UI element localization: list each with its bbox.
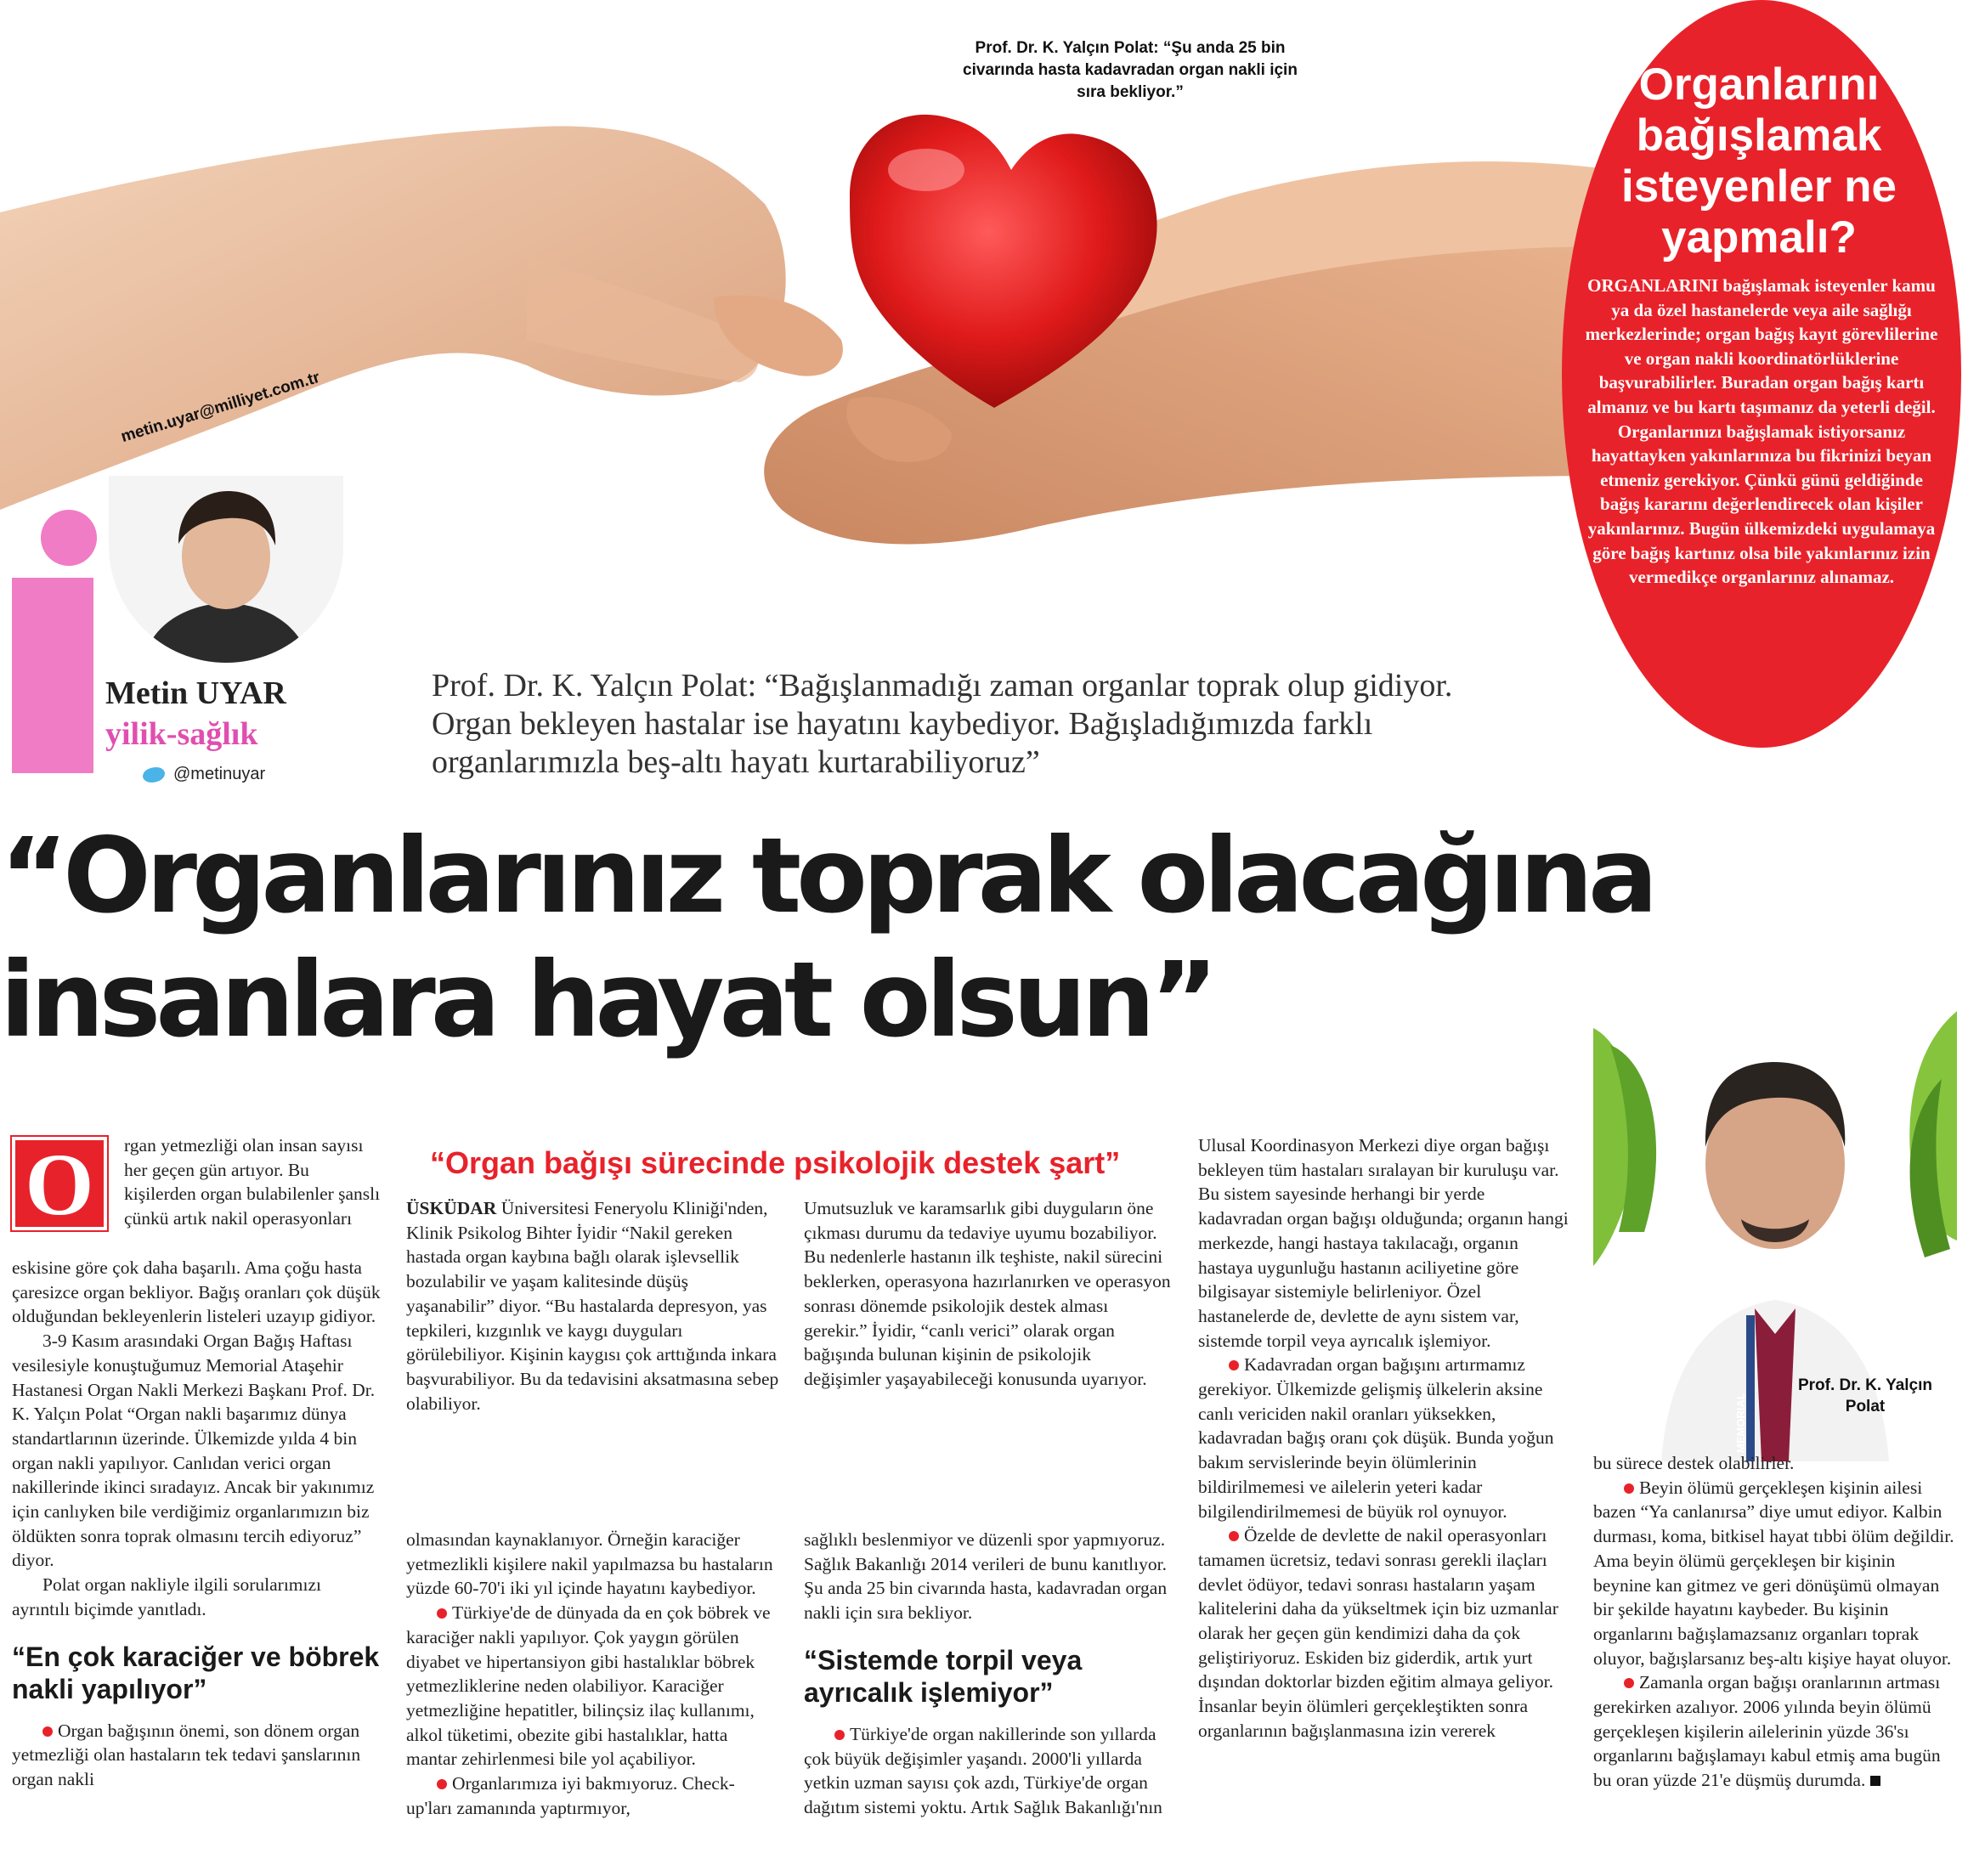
col4-p2-text: Kadavradan organ bağışını artırmamız gerekiyor. Ülkemizde gelişmiş ülkelerin aksine canlı vericiden nakil oranları yüksekken, kadavradan bağış oranı çok düşük. Bunda yoğun bakım servislerinde beyin ölümlerinin bildirilmemesi ve ailelerin yeteri kadar bilgilendirilmemesi de büyük rol oynuyor.: [1198, 1354, 1554, 1522]
doctor-caption: Prof. Dr. K. Yalçın Polat: [1797, 1376, 1933, 1415]
col3-subhead: “Sistemde torpil veya ayrıcalık işlemiyor”: [804, 1644, 1083, 1708]
col1-p2: 3-9 Kasım arasındaki Organ Bağış Haftası vesilesiyle konuştuğumuz Memorial Ataşehir Hastanesi Organ Nakli Merkezi Başkanı Prof. Dr. K. Yalçın Polat “Organ nakli başarımız dünya standartlarının üzerinde. Ülkemizde yılda 4 bin organ nakli yapılıyor. Canlıdan verici organ nakillerinde ikinci sıradayız. Ancak bir yakınımız için canlıyken bile verdiğimiz organlarımızın biz öldükten sonra toprak olmasını tercih ediyoruz” diyor.: [12, 1331, 376, 1571]
sidebar-title: Organlarını bağışlamak isteyenler ne yapmalı?: [1620, 59, 1897, 263]
bullet-dot-icon: [1229, 1360, 1239, 1370]
col2-p3: [406, 1771, 780, 1820]
col1-intro-short: [124, 1133, 382, 1231]
section-logo-stem: [12, 578, 93, 773]
col5-p2: [1593, 1476, 1957, 1671]
dropcap: [12, 1136, 107, 1234]
author-twitter: [143, 765, 265, 784]
twitter-handle: @metinuyar: [173, 765, 266, 783]
article-deck: Prof. Dr. K. Yalçın Polat: “Bağışlanmadığı zaman organlar toprak olup gidiyor. Organ bekleyen hastalar ise hayatını kaybediyor. Bağışladığımızda farklı organlarımızla beş-altı hayatı kurtarabiliyoruz”: [432, 668, 1453, 780]
col2-body: [406, 1528, 780, 1820]
bullet-dot-icon: [42, 1726, 53, 1737]
section-name: yilik-sağlık: [105, 716, 258, 752]
col1-p1-rest: eskisine göre çok daha başarılı. Ama çoğu hasta çaresizce organ bekliyor. Bağış oranları çok düşük olduğundan bekleyenlerin listeleri uzayıp gidiyor.: [12, 1257, 381, 1327]
col3-p1: sağlıklı beslenmiyor ve düzenli spor yapmıyoruz. Sağlık Bakanlığı 2014 verileri de bunu kanıtlıyor. Şu anda 25 bin civarında hasta, kadavradan organ nakli için sıra bekliyor.: [804, 1529, 1168, 1624]
end-mark-icon: [1870, 1776, 1880, 1786]
headline-line-1: “Organlarınız toprak olacağına: [0, 816, 1654, 936]
bullet-dot-icon: [1624, 1483, 1634, 1494]
photo-caption: Prof. Dr. K. Yalçın Polat: “Şu anda 25 bin civarında hasta kadavradan organ nakli için sıra bekliyor.”: [963, 39, 1298, 101]
col1-body: [12, 1256, 382, 1792]
sidebar-body: ORGANLARINI bağışlamak isteyenler kamu ya da özel hastanelerde veya aile sağlığı merkezlerinde; organ bağış kayıt görevlilerine ve organ nakli koordinatörlüklerine başvurabilirler. Buradan organ bağış kartı almanız ve bu kartı taşımanız da yeterli değil. Organlarınızı bağışlamak istiyorsanız hayattayken yakınlarınıza bu fikrinizi beyan etmeniz gerekiyor. Çünkü günü geldiğinde bağış kararını değerlendirecek olan kişiler yakınlarınız. Bugün ülkemizdeki uygulamaya göre bağış kartınız olsa bile yakınlarınız izin vermedikçe organlarınız alınamaz.: [1585, 275, 1938, 588]
box-right-col: [804, 1196, 1173, 1392]
bullet-dot-icon: [834, 1730, 845, 1740]
col2-p1: olmasından kaynaklanıyor. Örneğin karaciğer yetmezlikli kişilere nakil yapılmazsa bu hastaların yüzde 60-70'i iki yıl içinde hayatını kaybediyor.: [406, 1529, 773, 1599]
box-left-text: [406, 1196, 780, 1415]
col5-p1: bu sürece destek olabilirler.: [1593, 1453, 1795, 1473]
box-left-col: [406, 1196, 780, 1415]
col5-body: [1593, 1451, 1957, 1793]
col3-p2: [804, 1722, 1173, 1820]
col1-p4-text: Organ bağışının önemi, son dönem organ yetmezliği olan hastaların tek tedavi şanslarının organ nakli: [12, 1720, 361, 1789]
box-title: “Organ bağışı sürecinde psikolojik destek şart”: [430, 1145, 1121, 1180]
dropcap-letter: O: [25, 1136, 94, 1234]
bullet-dot-icon: [1229, 1531, 1239, 1541]
author-name: Metin UYAR: [105, 675, 286, 711]
bullet-dot-icon: [437, 1608, 447, 1619]
col1-p4: [12, 1719, 382, 1792]
col2-p2-text: Türkiye'de de dünyada da en çok böbrek ve karaciğer nakli yapılıyor. Çok yaygın görülen diyabet ve hipertansiyon gibi hastalıklar böbrek yetmezliklerine neden olabiliyor. Karaciğer yetmezliğine hepatitler, bilinçsiz ilaç kullanımı, alkol tüketimi, obezite gibi hastalıklar, hatta mantar zehirlenmesi bile yol açabiliyor.: [406, 1602, 771, 1770]
col2-p2: [406, 1601, 780, 1771]
col1-p3: Polat organ nakliyle ilgili sorularımızı ayrıntılı biçimde yanıtladı.: [12, 1574, 322, 1619]
col4-p2: [1198, 1353, 1570, 1523]
col5-p3: [1593, 1670, 1957, 1793]
doctor-lanyard-text: MEMORIAL: [1734, 1393, 1747, 1453]
col4-p3-text: Özelde de devlette de nakil operasyonları tamamen ücretsiz, tedavi sonrası gerekli ilaçları devlet ödüyor, tedavi sonrası hastaların yaşam kalitelerini daha da yükseltmek için biz uzmanlar olarak her geçen gün kendimizi daha da çok geliştiriyoruz. Eskiden biz giderdik, artık yurt dışından doktorlar bizden eğitim almaya geliyor. İnsanlar beyin ölümleri gerçekleştikten sonra organlarının bağışlanmasına izin vererek: [1198, 1525, 1558, 1741]
bullet-dot-icon: [1624, 1678, 1634, 1688]
box-right-text: Umutsuzluk ve karamsarlık gibi duyguların öne çıkması durumu da tedaviye uyumu bozabiliyor. Bu nedenlerle hastanın ilk teşhiste, nakil sürecini beklerken, operasyona hazırlanırken ve operasyon sonrası dönemde psikolojik destek alması gerekir.” İyidir, “canlı verici” olarak organ bağışında bulunan kişinin de psikolojik değişimler yaşayabileceği konusunda uyarıyor.: [804, 1198, 1171, 1389]
section-logo-dot: [41, 510, 97, 566]
col5-p3-text: Zamanla organ bağışı oranlarının artması gerekirken azalıyor. 2006 yılında beyin ölümü gerçekleşen kişilerin ailelerinin yüzde 36'sı organlarını bağışlamayı kabul etmiş ama bugün bu oran yüzde 21'e düşmüş durumda.: [1593, 1672, 1941, 1791]
box-lead: ÜSKÜDAR: [406, 1198, 497, 1218]
col1-subhead: “En çok karaciğer ve böbrek nakli yapılıyor”: [12, 1641, 380, 1704]
author-email: metin.uyar@milliyet.com.tr: [119, 368, 322, 447]
bullet-dot-icon: [437, 1779, 447, 1789]
twitter-bird-icon: [143, 767, 165, 783]
col3-body: [804, 1528, 1173, 1820]
col4-p1: Ulusal Koordinasyon Merkezi diye organ bağışı bekleyen tüm hastaları sıralayan bir kuruluşu var. Bu sistem sayesinde herhangi bir yerde kadavradan organ bağışı olduğunda; organın hangi merkezde, hangi hastaya takılacağı, organın hastaya uygunluğu hastanın aciliyetine göre bilgisayar sistemiyle belirleniyor. Özel hastanelerde de, devlette de aynı sistem var, sistemde torpil veya ayrıcalık işlemiyor.: [1198, 1135, 1569, 1351]
col4-body: [1198, 1133, 1570, 1743]
col3-p2-text: Türkiye'de organ nakillerinde son yıllarda çok büyük değişimler yaşandı. 2000'li yıllarda yetkin uzman sayısı çok azdı, Türkiye'de organ dağıtım sistemi yoktu. Artık Sağlık Bakanlığı'nın: [804, 1723, 1162, 1817]
col4-p3: [1198, 1523, 1570, 1743]
col5-p2-text: Beyin ölümü gerçekleşen kişinin ailesi bazen “Ya canlanırsa” diye umut ediyor. Kalbin durması, koma, bitkisel hayat tıbbi ölüm değildir. Ama beyin ölümü gerçekleşen bir kişinin beynine kan gitmez ve geri dönüşümü olmayan bir şekilde hayatını kaybeder. Bu kişinin organlarını bağışlamazsanız organları toprak oluyor, bağışlarsanız beş-altı kişiye hayat oluyor.: [1593, 1477, 1954, 1669]
headline-line-2: insanlara hayat olsun”: [0, 940, 1213, 1060]
col2-p3-text: Organlarımıza iyi bakmıyoruz. Check-up'ları zamanında yaptırmıyor,: [406, 1773, 735, 1818]
box-left-body: Üniversitesi Feneryolu Kliniği'nden, Klinik Psikolog Bihter İyidir “Nakil gereken hastada organ kaybına bağlı olarak işlevsellik bozulabilir ve yaşam kalitesinde düşüş yaşanabilir” diyor. “Bu hastalarda depresyon, yas tepkileri, kızgınlık ve kaygı duyguları görülebiliyor. Kişinin kaygısı çok arttığında inkara başvurabiliyor. Bu da tedavisini aksatmasına sebep olabiliyor.: [406, 1198, 779, 1414]
col1-p1-short: rgan yetmezliği olan insan sayısı her geçen gün artıyor. Bu kişilerden organ bulabilenler şanslı çünkü artık nakil operasyonları: [124, 1135, 381, 1229]
